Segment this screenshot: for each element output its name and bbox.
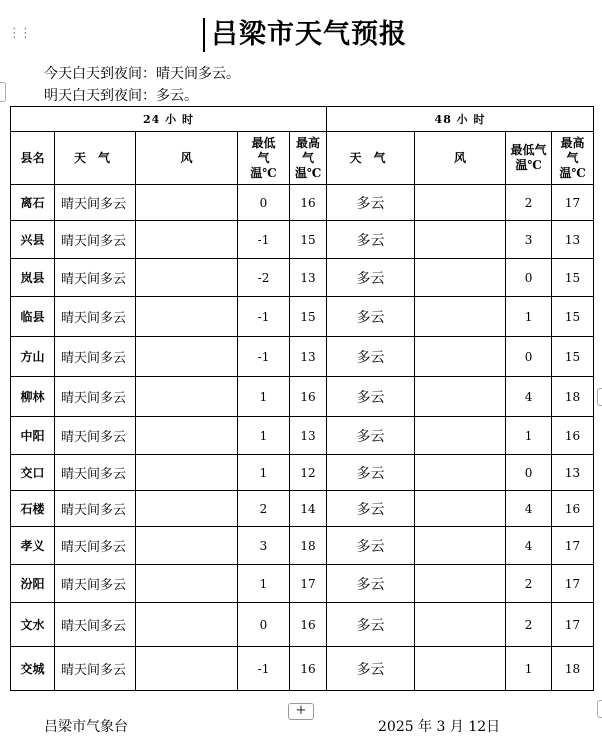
max-temp-48h-cell[interactable]: 18 <box>552 377 594 417</box>
wind-48h-cell[interactable] <box>415 491 506 527</box>
wind-48h-cell[interactable] <box>415 337 506 377</box>
min-temp-48h-cell[interactable]: 2 <box>506 603 552 647</box>
min-temp-48h-cell[interactable]: 0 <box>506 455 552 491</box>
weather-48h-cell[interactable]: 多云 <box>327 297 415 337</box>
header-max-temp-48h: 最高气温℃ <box>552 132 594 185</box>
wind-24h-cell[interactable] <box>136 491 238 527</box>
table-row <box>11 491 594 527</box>
wind-24h-cell[interactable] <box>136 377 238 417</box>
table-row <box>11 337 594 377</box>
table-row <box>11 455 594 491</box>
county-cell[interactable]: 离石 <box>11 185 55 221</box>
min-temp-48h-cell[interactable]: 1 <box>506 297 552 337</box>
wind-24h-cell[interactable] <box>136 221 238 259</box>
min-temp-24h-cell[interactable]: 1 <box>238 417 290 455</box>
min-temp-48h-cell[interactable]: 4 <box>506 377 552 417</box>
weather-48h-cell[interactable]: 多云 <box>327 491 415 527</box>
max-temp-24h-cell[interactable]: 17 <box>290 565 327 603</box>
wind-48h-cell[interactable] <box>415 297 506 337</box>
title-container <box>0 18 602 52</box>
table-row <box>11 647 594 691</box>
issue-date: 2025 年 3 月 12日 <box>378 719 501 735</box>
weather-48h-cell[interactable]: 多云 <box>327 221 415 259</box>
county-cell[interactable]: 文水 <box>11 603 55 647</box>
weather-24h-cell[interactable]: 晴天间多云 <box>55 417 136 455</box>
weather-24h-cell[interactable]: 晴天间多云 <box>55 455 136 491</box>
county-cell[interactable]: 交口 <box>11 455 55 491</box>
county-cell[interactable]: 临县 <box>11 297 55 337</box>
max-temp-48h-cell[interactable]: 15 <box>552 297 594 337</box>
header-weather-48h: 天气 <box>327 132 415 185</box>
wind-24h-cell[interactable] <box>136 647 238 691</box>
page-title[interactable]: 吕梁市天气预报 <box>203 18 407 52</box>
table-row <box>11 259 594 297</box>
header-max-temp-24h: 最高气温℃ <box>290 132 327 185</box>
right-edge-marker[interactable] <box>597 388 602 406</box>
max-temp-24h-cell[interactable]: 15 <box>290 221 327 259</box>
weather-48h-cell[interactable]: 多云 <box>327 647 415 691</box>
header-wind-24h: 风 <box>136 132 238 185</box>
weather-24h-cell[interactable]: 晴天间多云 <box>55 185 136 221</box>
max-temp-24h-cell[interactable]: 14 <box>290 491 327 527</box>
county-cell[interactable]: 兴县 <box>11 221 55 259</box>
wind-48h-cell[interactable] <box>415 647 506 691</box>
max-temp-48h-cell[interactable]: 13 <box>552 221 594 259</box>
weather-24h-cell[interactable]: 晴天间多云 <box>55 337 136 377</box>
wind-24h-cell[interactable] <box>136 527 238 565</box>
min-temp-48h-cell[interactable]: 1 <box>506 417 552 455</box>
county-cell[interactable]: 交城 <box>11 647 55 691</box>
wind-24h-cell[interactable] <box>136 337 238 377</box>
wind-24h-cell[interactable] <box>136 185 238 221</box>
max-temp-24h-cell[interactable]: 15 <box>290 297 327 337</box>
max-temp-24h-cell[interactable]: 13 <box>290 417 327 455</box>
weather-24h-cell[interactable]: 晴天间多云 <box>55 565 136 603</box>
weather-48h-cell[interactable]: 多云 <box>327 565 415 603</box>
max-temp-24h-cell[interactable]: 16 <box>290 377 327 417</box>
group-header-24h: 24 小 时 <box>11 107 327 132</box>
header-county: 县名 <box>11 132 55 185</box>
weather-48h-cell[interactable]: 多云 <box>327 527 415 565</box>
wind-48h-cell[interactable] <box>415 185 506 221</box>
right-edge-marker[interactable] <box>597 700 602 718</box>
max-temp-48h-cell[interactable]: 18 <box>552 647 594 691</box>
issuer-name: 吕梁市气象台 <box>44 719 128 735</box>
min-temp-24h-cell[interactable]: 3 <box>238 527 290 565</box>
weather-48h-cell[interactable]: 多云 <box>327 185 415 221</box>
table-row <box>11 565 594 603</box>
table-row <box>11 221 594 259</box>
min-temp-48h-cell[interactable]: 2 <box>506 185 552 221</box>
weather-24h-cell[interactable]: 晴天间多云 <box>55 491 136 527</box>
weather-48h-cell[interactable]: 多云 <box>327 377 415 417</box>
county-cell[interactable]: 岚县 <box>11 259 55 297</box>
weather-24h-cell[interactable]: 晴天间多云 <box>55 603 136 647</box>
group-header-48h: 48 小 时 <box>327 107 594 132</box>
min-temp-48h-cell[interactable]: 1 <box>506 647 552 691</box>
weather-48h-cell[interactable]: 多云 <box>327 259 415 297</box>
min-temp-48h-cell[interactable]: 0 <box>506 259 552 297</box>
wind-48h-cell[interactable] <box>415 377 506 417</box>
min-temp-24h-cell[interactable]: -1 <box>238 647 290 691</box>
weather-24h-cell[interactable]: 晴天间多云 <box>55 259 136 297</box>
max-temp-48h-cell[interactable]: 15 <box>552 259 594 297</box>
county-cell[interactable]: 柳林 <box>11 377 55 417</box>
max-temp-48h-cell[interactable]: 15 <box>552 337 594 377</box>
wind-24h-cell[interactable] <box>136 259 238 297</box>
max-temp-24h-cell[interactable]: 13 <box>290 337 327 377</box>
max-temp-24h-cell[interactable]: 16 <box>290 603 327 647</box>
tomorrow-summary: 明天白天到夜间：多云。 <box>44 88 198 104</box>
min-temp-48h-cell[interactable]: 4 <box>506 491 552 527</box>
weather-24h-cell[interactable]: 晴天间多云 <box>55 377 136 417</box>
county-cell[interactable]: 汾阳 <box>11 565 55 603</box>
max-temp-48h-cell[interactable]: 17 <box>552 527 594 565</box>
max-temp-48h-cell[interactable]: 17 <box>552 603 594 647</box>
wind-24h-cell[interactable] <box>136 565 238 603</box>
min-temp-48h-cell[interactable]: 2 <box>506 565 552 603</box>
table-row <box>11 377 594 417</box>
max-temp-24h-cell[interactable]: 16 <box>290 185 327 221</box>
weather-48h-cell[interactable]: 多云 <box>327 417 415 455</box>
county-cell[interactable]: 方山 <box>11 337 55 377</box>
min-temp-24h-cell[interactable]: -2 <box>238 259 290 297</box>
weather-24h-cell[interactable]: 晴天间多云 <box>55 221 136 259</box>
min-temp-24h-cell[interactable]: 1 <box>238 565 290 603</box>
table-row <box>11 527 594 565</box>
max-temp-24h-cell[interactable]: 13 <box>290 259 327 297</box>
max-temp-48h-cell[interactable]: 16 <box>552 491 594 527</box>
max-temp-48h-cell[interactable]: 17 <box>552 565 594 603</box>
min-temp-24h-cell[interactable]: -1 <box>238 297 290 337</box>
wind-24h-cell[interactable] <box>136 603 238 647</box>
table-row <box>11 417 594 455</box>
table-row <box>11 297 594 337</box>
max-temp-24h-cell[interactable]: 16 <box>290 647 327 691</box>
max-temp-48h-cell[interactable]: 16 <box>552 417 594 455</box>
weather-24h-cell[interactable]: 晴天间多云 <box>55 527 136 565</box>
county-cell[interactable]: 中阳 <box>11 417 55 455</box>
table-row <box>11 603 594 647</box>
left-edge-marker[interactable] <box>0 82 6 102</box>
min-temp-24h-cell[interactable]: 0 <box>238 603 290 647</box>
wind-24h-cell[interactable] <box>136 455 238 491</box>
max-temp-48h-cell[interactable]: 13 <box>552 455 594 491</box>
min-temp-24h-cell[interactable]: -1 <box>238 221 290 259</box>
weather-24h-cell[interactable]: 晴天间多云 <box>55 297 136 337</box>
table-row <box>11 185 594 221</box>
wind-48h-cell[interactable] <box>415 455 506 491</box>
wind-24h-cell[interactable] <box>136 417 238 455</box>
wind-48h-cell[interactable] <box>415 259 506 297</box>
county-cell[interactable]: 石楼 <box>11 491 55 527</box>
weather-48h-cell[interactable]: 多云 <box>327 337 415 377</box>
today-summary: 今天白天到夜间：晴天间多云。 <box>44 66 240 82</box>
min-temp-24h-cell[interactable]: 1 <box>238 455 290 491</box>
min-temp-24h-cell[interactable]: 1 <box>238 377 290 417</box>
weather-24h-cell[interactable]: 晴天间多云 <box>55 647 136 691</box>
wind-24h-cell[interactable] <box>136 297 238 337</box>
min-temp-48h-cell[interactable]: 3 <box>506 221 552 259</box>
min-temp-24h-cell[interactable]: 2 <box>238 491 290 527</box>
min-temp-24h-cell[interactable]: 0 <box>238 185 290 221</box>
drag-handle-icon[interactable]: ⋮⋮ <box>8 26 30 41</box>
county-cell[interactable]: 孝义 <box>11 527 55 565</box>
forecast-table <box>10 106 594 691</box>
max-temp-48h-cell[interactable]: 17 <box>552 185 594 221</box>
header-min-temp-24h: 最低气温℃ <box>238 132 290 185</box>
header-weather-24h: 天气 <box>55 132 136 185</box>
wind-48h-cell[interactable] <box>415 221 506 259</box>
header-min-temp-48h: 最低气温℃ <box>506 132 552 185</box>
wind-48h-cell[interactable] <box>415 417 506 455</box>
min-temp-48h-cell[interactable]: 0 <box>506 337 552 377</box>
max-temp-24h-cell[interactable]: 12 <box>290 455 327 491</box>
min-temp-24h-cell[interactable]: -1 <box>238 337 290 377</box>
weather-48h-cell[interactable]: 多云 <box>327 603 415 647</box>
weather-48h-cell[interactable]: 多云 <box>327 455 415 491</box>
add-row-button[interactable]: + <box>288 703 314 720</box>
wind-48h-cell[interactable] <box>415 603 506 647</box>
wind-48h-cell[interactable] <box>415 527 506 565</box>
max-temp-24h-cell[interactable]: 18 <box>290 527 327 565</box>
header-wind-48h: 风 <box>415 132 506 185</box>
wind-48h-cell[interactable] <box>415 565 506 603</box>
min-temp-48h-cell[interactable]: 4 <box>506 527 552 565</box>
